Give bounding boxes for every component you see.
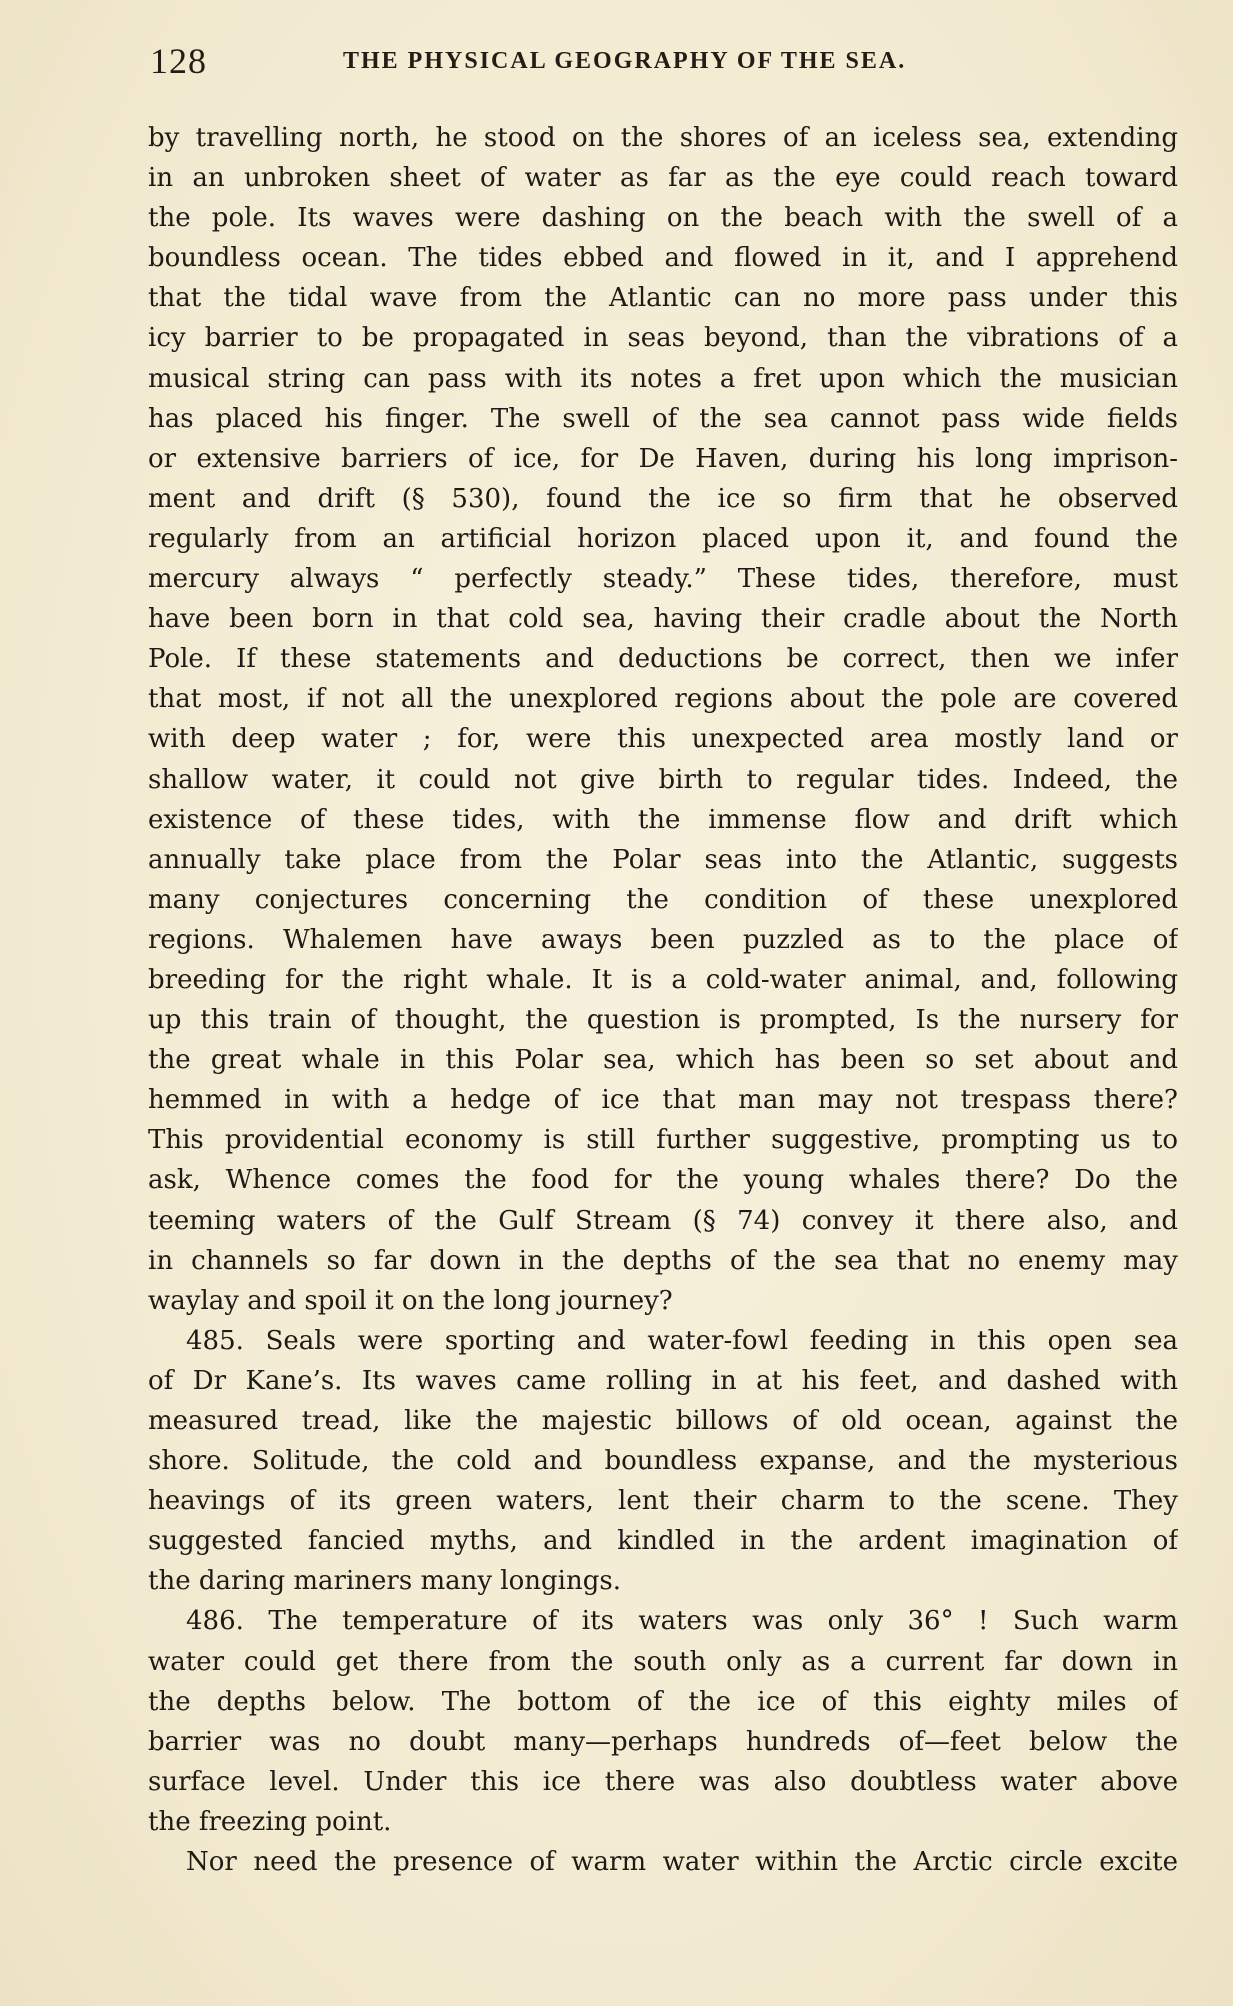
text-line: icy barrier to be propagated in seas beyond, than the vibrations of a bbox=[148, 323, 1178, 354]
paragraph-start: Nor need the presence of warm water within the Arctic circle excite bbox=[186, 1847, 1178, 1878]
text-line: measured tread, like the majestic billows of old ocean, against the bbox=[148, 1406, 1178, 1436]
text-line: up this train of thought, the question is prompted, Is the nursery for bbox=[148, 1005, 1178, 1036]
text-line: heavings of its green waters, lent their charm to the scene. They bbox=[148, 1486, 1178, 1517]
text-line: breeding for the right whale. It is a cold-water animal, and, following bbox=[148, 964, 1178, 995]
text-line: mercury always “ perfectly steady.” These tides, therefore, must bbox=[148, 564, 1178, 595]
paragraph-485-start: 485. Seals were sporting and water-fowl feeding in this open sea bbox=[186, 1325, 1178, 1356]
text-line: teeming waters of the Gulf Stream (§ 74) convey it there also, and bbox=[148, 1205, 1178, 1236]
text-line: surface level. Under this ice there was also doubtless water above bbox=[148, 1766, 1178, 1797]
text-line: Pole. If these statements and deductions be correct, then we infer bbox=[148, 644, 1178, 675]
text-line: shore. Solitude, the cold and boundless expanse, and the mysterious bbox=[148, 1446, 1178, 1477]
text-line: the pole. Its waves were dashing on the beach with the swell of a bbox=[148, 203, 1178, 234]
text-line: hemmed in with a hedge of ice that man may not trespass there? bbox=[148, 1085, 1178, 1116]
text-line: existence of these tides, with the immense flow and drift which bbox=[148, 804, 1178, 835]
text-line: has placed his finger. The swell of the sea cannot pass wide fields bbox=[148, 403, 1178, 434]
running-title: THE PHYSICAL GEOGRAPHY OF THE SEA. bbox=[343, 48, 907, 74]
text-line: regularly from an artificial horizon placed upon it, and found the bbox=[148, 523, 1178, 554]
text-line: the depths below. The bottom of the ice of this eighty miles of bbox=[148, 1686, 1178, 1717]
text-line: in an unbroken sheet of water as far as the eye could reach toward bbox=[148, 163, 1178, 194]
text-line: ment and drift (§ 530), found the ice so firm that he observed bbox=[148, 483, 1178, 514]
text-line: annually take place from the Polar seas into the Atlantic, suggests bbox=[148, 844, 1178, 875]
paragraph-486-start: 486. The temperature of its waters was only 36° ! Such warm bbox=[186, 1606, 1178, 1637]
text-line: in channels so far down in the depths of the sea that no enemy may bbox=[148, 1245, 1178, 1276]
text-line: shallow water, it could not give birth to regular tides. Indeed, the bbox=[148, 764, 1178, 795]
text-line: water could get there from the south only as a current far down in bbox=[148, 1646, 1178, 1677]
text-line: the great whale in this Polar sea, which has been so set about and bbox=[148, 1045, 1178, 1076]
text-line: or extensive barriers of ice, for De Haven, during his long imprison- bbox=[148, 443, 1178, 474]
text-line: suggested fancied myths, and kindled in the ardent imagination of bbox=[148, 1526, 1178, 1557]
body-text bbox=[148, 118, 1178, 1882]
page-header bbox=[148, 40, 1178, 84]
text-line: barrier was no doubt many—perhaps hundreds of—feet below the bbox=[148, 1726, 1178, 1757]
text-line: of Dr Kane’s. Its waves came rolling in at his feet, and dashed with bbox=[148, 1365, 1178, 1396]
text-line: This providential economy is still further suggestive, prompting us to bbox=[148, 1125, 1178, 1156]
text-line: regions. Whalemen have aways been puzzled as to the place of bbox=[148, 924, 1178, 955]
text-line: by travelling north, he stood on the shores of an iceless sea, extending bbox=[148, 123, 1178, 153]
text-line: ask, Whence comes the food for the young whales there? Do the bbox=[148, 1165, 1178, 1196]
text-line: waylay and spoil it on the long journey? bbox=[148, 1285, 673, 1316]
text-line: with deep water ; for, were this unexpected area mostly land or bbox=[148, 724, 1178, 755]
text-line: the daring mariners many longings. bbox=[148, 1566, 621, 1597]
text-line: that the tidal wave from the Atlantic can no more pass under this bbox=[148, 283, 1178, 314]
text-line: the freezing point. bbox=[148, 1806, 392, 1837]
text-line: musical string can pass with its notes a fret upon which the musician bbox=[148, 363, 1178, 394]
text-line: that most, if not all the unexplored regions about the pole are covered bbox=[148, 684, 1178, 715]
text-line: many conjectures concerning the condition of these unexplored bbox=[148, 884, 1178, 915]
page-number: 128 bbox=[150, 41, 207, 81]
text-line: have been born in that cold sea, having their cradle about the North bbox=[148, 604, 1178, 635]
text-line: boundless ocean. The tides ebbed and flowed in it, and I apprehend bbox=[148, 243, 1178, 274]
